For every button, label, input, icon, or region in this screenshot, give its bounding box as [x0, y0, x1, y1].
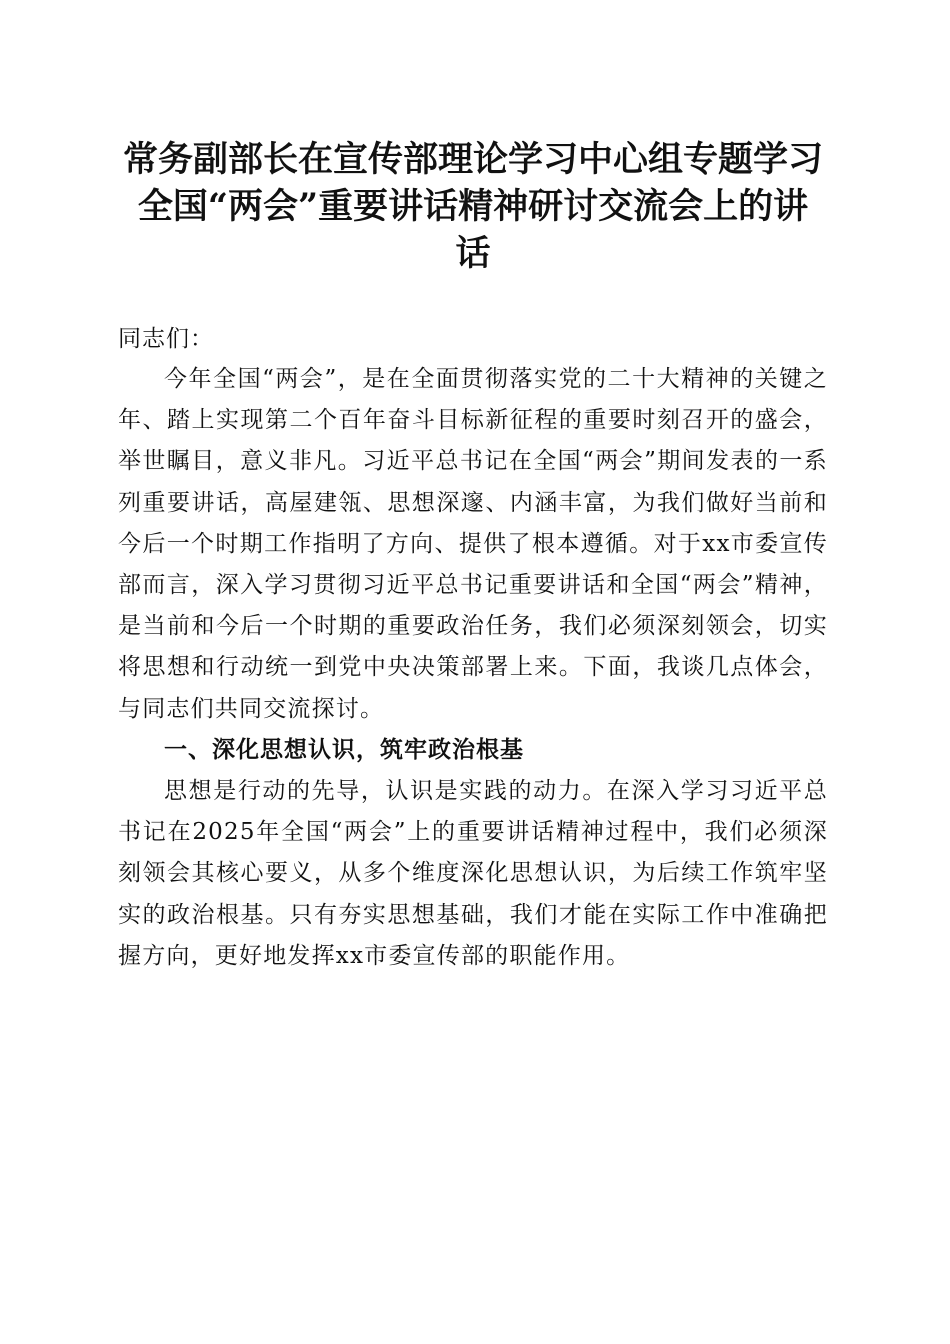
- salutation: 同志们：: [118, 326, 214, 352]
- section-heading-1: 一、深化思想认识，筑牢政治根基: [164, 736, 524, 763]
- section-1-paragraph: 思想是行动的先导，认识是实践的动力。在深入学习习近平总书记在2025年全国“两会”上的重要讲话精神过程中，我们必须深刻领会其核心要义，从多个维度深化思想认识，为后续工作筑牢坚实的政治根基。只有夯实思想基础，我们才能在实际工作中准确把握方向，更好地发挥xx市委宣传部的职能作用。: [118, 778, 828, 969]
- intro-paragraph: 今年全国“两会”，是在全面贯彻落实党的二十大精神的关键之年、踏上实现第二个百年奋斗目标新征程的重要时刻召开的盛会，举世瞩目，意义非凡。习近平总书记在全国“两会”期间发表的一系列重要讲话，高屋建瓴、思想深邃、内涵丰富，为我们做好当前和今后一个时期工作指明了方向、提供了根本遵循。对于xx市委宣传部而言，深入学习贯彻习近平总书记重要讲话和全国“两会”精神，是当前和今后一个时期的重要政治任务，我们必须深刻领会，切实将思想和行动统一到党中央决策部署上来。下面，我谈几点体会，与同志们共同交流探讨。: [118, 366, 828, 722]
- title-line-3: 话: [455, 233, 491, 274]
- document-page: [118, 0, 828, 977]
- title-line-2: 全国“两会”重要讲话精神研讨交流会上的讲: [137, 186, 809, 227]
- title-line-1: 常务副部长在宣传部理论学习中心组专题学习: [122, 139, 823, 180]
- document-title: [118, 136, 828, 277]
